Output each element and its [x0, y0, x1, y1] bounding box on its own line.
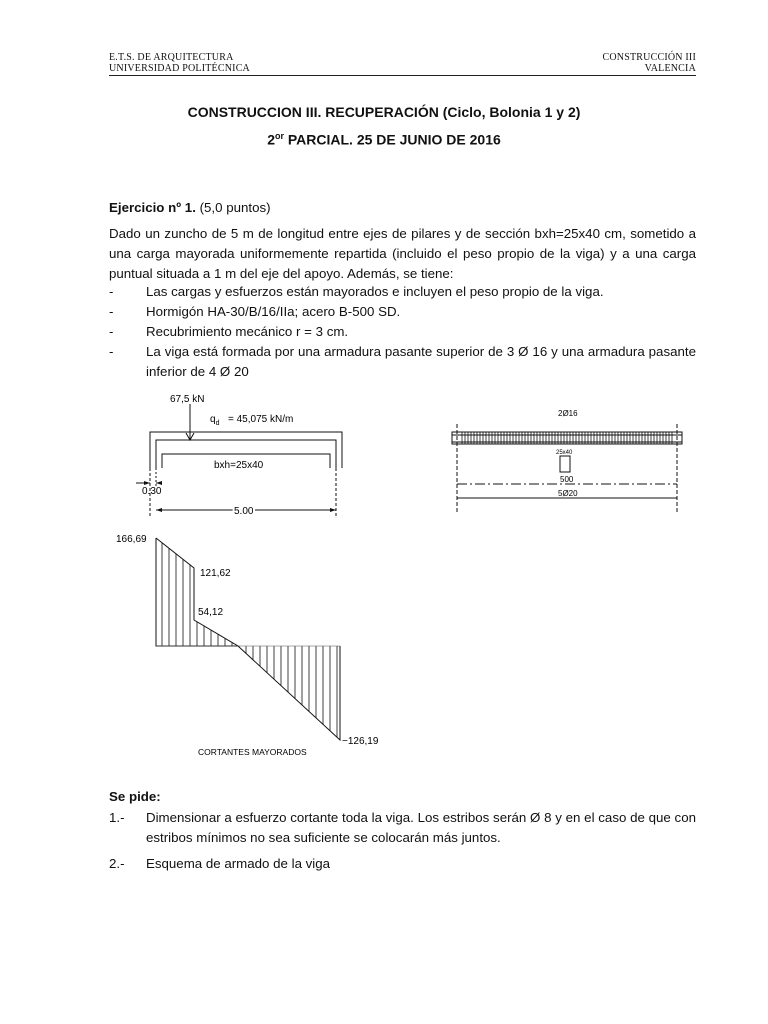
- subtitle-ordinal: or: [274, 131, 284, 141]
- list-item: [109, 342, 696, 382]
- q-subscript: d: [215, 420, 220, 427]
- list-item-text: Hormigón HA-30/B/16/IIa; acero B-500 SD.: [146, 304, 401, 319]
- dim-arrowhead: [330, 508, 336, 512]
- length-label: 500: [560, 475, 574, 484]
- shear-value-before-load: 121,62: [200, 568, 231, 579]
- request-text: Esquema de armado de la viga: [146, 856, 331, 871]
- conditions-list: [109, 282, 696, 382]
- shear-value-left: 166,69: [116, 534, 147, 545]
- distributed-load-symbol: [210, 414, 220, 427]
- bullet: -: [109, 324, 114, 339]
- exercise-number: Ejercicio nº 1.: [109, 200, 196, 215]
- shear-negative-area: [238, 646, 340, 740]
- subtitle-date: PARCIAL. 25 DE JUNIO DE 2016: [283, 131, 501, 148]
- exercise-heading: [109, 198, 696, 218]
- dim-arrowhead: [144, 481, 150, 485]
- section-label: bxh=25x40: [214, 460, 264, 471]
- q-symbol: q: [210, 414, 216, 425]
- shear-hatch: [162, 543, 337, 737]
- list-item: [109, 302, 696, 322]
- request-heading: Se pide:: [109, 789, 161, 804]
- subtitle-number: 2: [267, 131, 275, 148]
- header-course: [603, 52, 696, 74]
- list-item: [109, 282, 696, 302]
- header-university: UNIVERSIDAD POLITÉCNICA: [109, 63, 250, 74]
- distributed-load-value: = 45,075 kN/m: [228, 414, 294, 425]
- exam-title: CONSTRUCCION III. RECUPERACIÓN (Ciclo, Bolonia 1 y 2): [187, 104, 581, 120]
- shear-value-after-load: 54,12: [198, 607, 224, 618]
- bullet: -: [109, 344, 114, 359]
- dim-arrowhead: [156, 508, 162, 512]
- list-item: [109, 808, 696, 848]
- exercise-intro: Dado un zuncho de 5 m de longitud entre ejes de pilares y de sección bxh=25x40 cm, sometido a una carga mayorada uniformemente repartida (incluido el peso propio de la viga) y a una carga puntual situada a 1 m del eje del apoyo. Además, se tiene:: [109, 226, 696, 281]
- rebar-diagram: [440, 402, 692, 522]
- shear-diagram: [100, 528, 420, 768]
- header-divider: [109, 75, 696, 76]
- exam-subtitle: [0, 131, 768, 148]
- dim-arrowhead: [156, 481, 162, 485]
- header-school: E.T.S. DE ARQUITECTURA: [109, 52, 234, 63]
- request-text: Dimensionar a esfuerzo cortante toda la viga. Los estribos serán Ø 8 y en el caso de que con estribos mínimos no sea suficiente se colocarán más juntos.: [146, 810, 696, 845]
- request-number: 2.-: [109, 856, 125, 871]
- cross-section-label: 25x40: [556, 450, 573, 456]
- support-width-label: 0.30: [142, 486, 162, 497]
- header-city: VALENCIA: [644, 63, 696, 74]
- exercise-points: (5,0 puntos): [195, 200, 271, 215]
- list-item: [109, 854, 696, 874]
- top-bars-label: 2Ø16: [558, 409, 578, 418]
- bottom-bars-label: 5Ø20: [558, 489, 578, 498]
- beam-load-diagram: [130, 388, 360, 523]
- request-list: [109, 808, 696, 874]
- bullet: -: [109, 304, 114, 319]
- shear-value-right: −126,19: [342, 736, 379, 747]
- request-number: 1.-: [109, 810, 125, 825]
- header-subject: CONSTRUCCIÓN III: [602, 52, 696, 63]
- bullet: -: [109, 284, 114, 299]
- point-load-label: 67,5 kN: [170, 394, 205, 405]
- header-institution: [109, 52, 250, 74]
- list-item: [109, 322, 696, 342]
- list-item-text: La viga está formada por una armadura pasante superior de 3 Ø 16 y una armadura pasante inferior de 4 Ø 20: [146, 344, 696, 379]
- shear-caption: CORTANTES MAYORADOS: [198, 747, 307, 757]
- list-item-text: Las cargas y esfuerzos están mayorados e incluyen el peso propio de la viga.: [146, 284, 604, 299]
- list-item-text: Recubrimiento mecánico r = 3 cm.: [146, 324, 349, 339]
- span-label: 5.00: [234, 506, 254, 517]
- cross-section: [560, 456, 570, 472]
